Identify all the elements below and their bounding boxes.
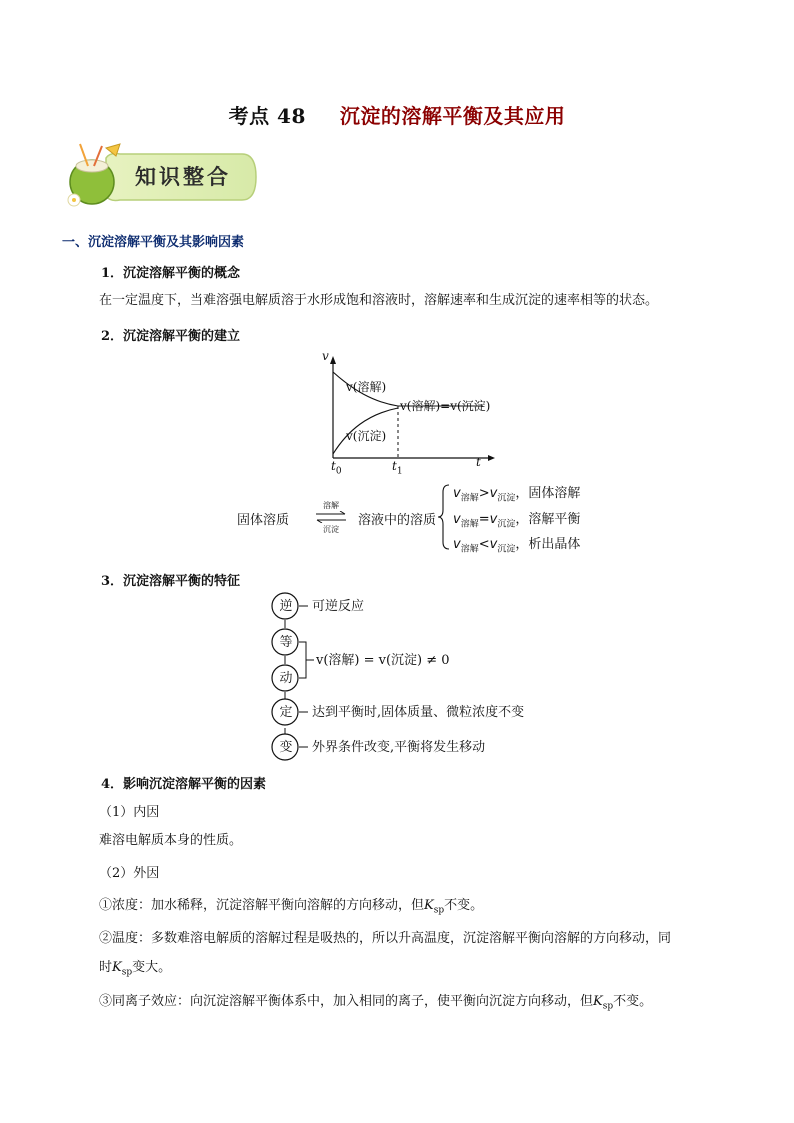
case-crystallize: $v_{溶解}<v_{沉淀}$，析出晶体 (453, 537, 581, 555)
feature-desc-reverse: 可逆反应 (312, 599, 365, 614)
feature-desc-fixed: 达到平衡时,固体质量、微粒浓度不变 (312, 705, 525, 720)
dissolve-curve-label: v(溶解) (346, 380, 387, 394)
factor-temperature-line2: 时$K_{sp}$变大。 (99, 960, 172, 978)
t1-label: $t_1$ (392, 459, 403, 477)
concept-text: 在一定温度下，当难溶强电解质溶于水形成饱和溶液时，溶解速率和生成沉淀的速率相等的状态。 (99, 293, 659, 308)
factor-temperature: ②温度：多数难溶电解质的溶解过程是吸热的，所以升高温度，沉淀溶解平衡向溶解的方向移动，同 (99, 931, 672, 946)
arrow-bottom-label: 沉淀 (323, 525, 339, 534)
feature-desc-change: 外界条件改变,平衡将发生移动 (312, 740, 486, 755)
x-axis-label: t (476, 455, 481, 469)
y-axis-label: v (322, 349, 329, 363)
section-heading: 一、沉淀溶解平衡及其影响因素 (62, 235, 245, 250)
topic-number: 考点 48 (228, 104, 306, 128)
subheading-features: 3．沉淀溶解平衡的特征 (101, 574, 241, 589)
case-equilibrium: $v_{溶解}=v_{沉淀}$，溶解平衡 (453, 512, 581, 530)
factor-concentration: ①浓度：加水稀释，沉淀溶解平衡向溶解的方向移动，但$K_{sp}$不变。 (99, 898, 484, 916)
x-axis-arrow-icon (488, 455, 495, 461)
t0-label: $t_0$ (331, 459, 342, 477)
factor-common-ion: ③同离子效应：向沉淀溶解平衡体系中，加入相同的离子，使平衡向沉淀方向移动，但$K_{sp}$不变。 (99, 994, 653, 1012)
solid-solute: 固体溶质 (237, 513, 290, 528)
subheading-concept: 1．沉淀溶解平衡的概念 (101, 266, 241, 281)
subheading-factors: 4．影响沉淀溶解平衡的因素 (101, 777, 267, 792)
feature-char-reverse: 逆 (279, 599, 293, 614)
reversible-arrow-icon (315, 511, 347, 523)
inner-cause-text: 难溶电解质本身的性质。 (99, 833, 243, 848)
feature-char-dynamic: 动 (279, 671, 293, 686)
feature-char-change: 变 (279, 740, 293, 755)
solution-solute: 溶液中的溶质 (358, 513, 437, 528)
equal-rate-label: v(溶解)=v(沉淀) (400, 399, 491, 413)
page-title (0, 100, 794, 129)
subheading-establish: 2．沉淀溶解平衡的建立 (101, 329, 241, 344)
equilibrium-diagram (237, 480, 597, 555)
y-axis-arrow-icon (330, 356, 336, 364)
knowledge-banner (62, 140, 258, 210)
feature-bracket-text: v(溶解) = v(沉淀) ≠ 0 (316, 653, 450, 668)
inner-cause-title: （1）内因 (99, 805, 160, 820)
outer-cause-title: （2）外因 (99, 866, 160, 881)
feature-char-fixed: 定 (279, 705, 293, 720)
case-dissolve: $v_{溶解}>v_{沉淀}$，固体溶解 (453, 486, 581, 504)
features-diagram (268, 592, 578, 762)
arrow-top-label: 溶解 (323, 501, 339, 510)
banner-label: 知识整合 (135, 165, 231, 189)
topic-title: 沉淀的溶解平衡及其应用 (339, 104, 566, 128)
feature-char-equal: 等 (279, 635, 293, 650)
precip-curve-label: v(沉淀) (346, 429, 387, 443)
brace-icon (437, 484, 451, 550)
